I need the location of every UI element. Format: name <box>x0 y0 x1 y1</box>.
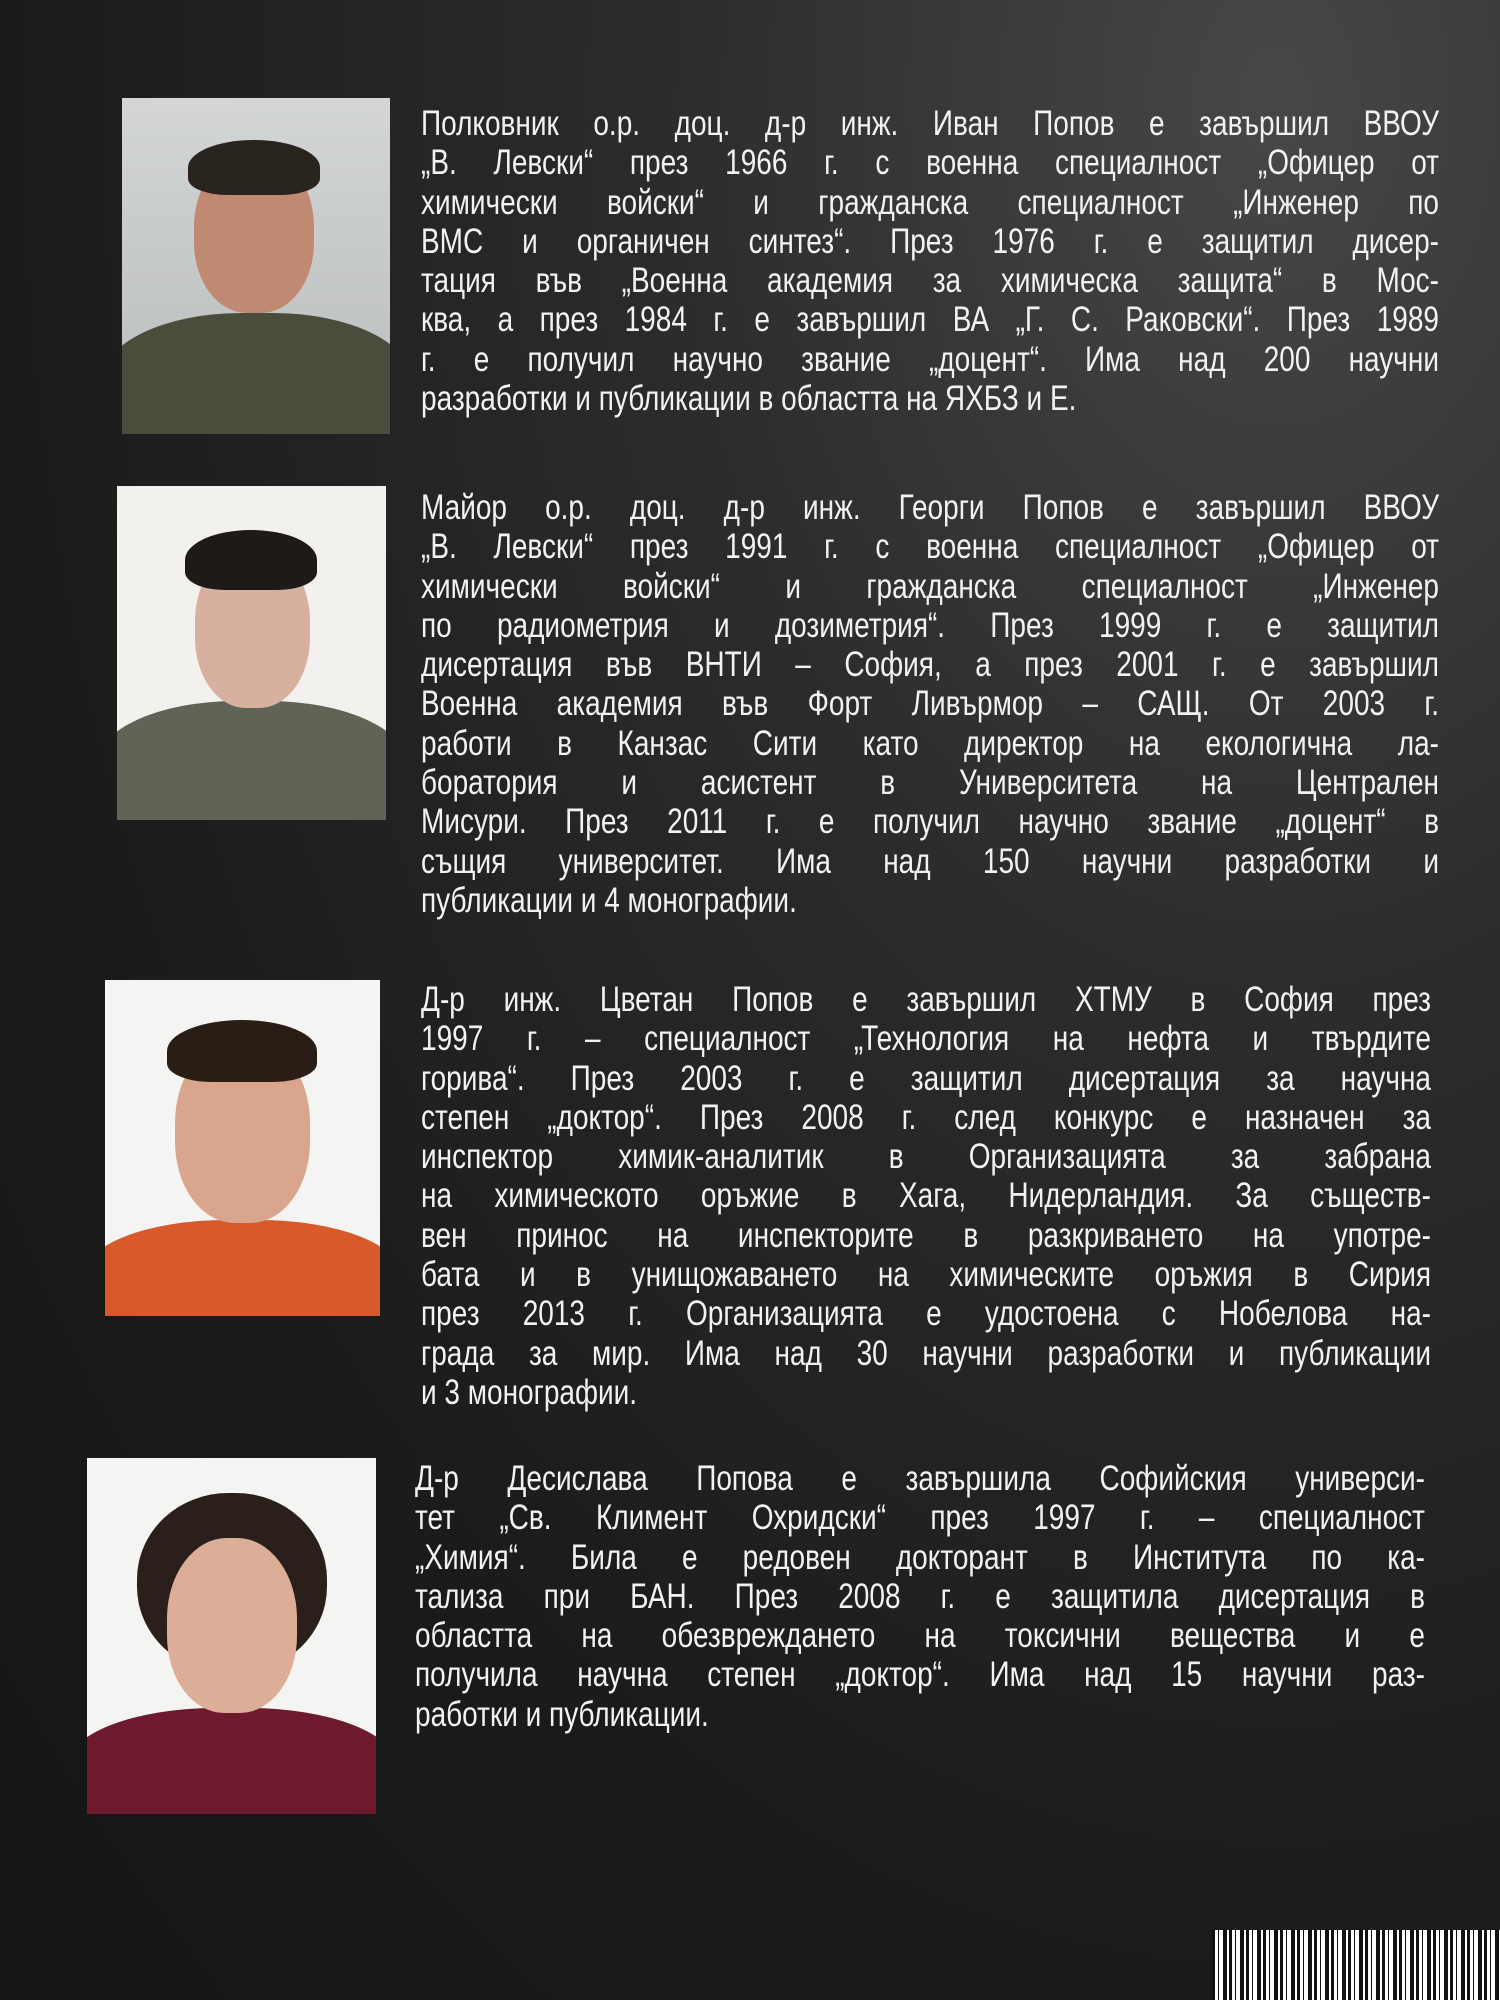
bio-line: Полковник о.р. доц. д-р инж. Иван Попов е завършил ВВОУ <box>421 104 1439 143</box>
bio-line: Военна академия във Форт Ливърмор – САЩ. От 2003 г. <box>421 684 1439 724</box>
bio-lines <box>421 104 1439 418</box>
bio-line: тализа при БАН. През 2008 г. е защитила дисертация в <box>415 1576 1425 1616</box>
portrait-photo-ivan-popov <box>122 98 390 434</box>
portrait-photo-tsvetan-popov <box>105 980 380 1316</box>
bio-line: същия университет. Има над 150 научни разработки и <box>421 841 1439 881</box>
bio-line: през 2013 г. Организацията е удостоена с Нобелова на- <box>421 1294 1431 1334</box>
bio-line: 1997 г. – специалност „Технология на нефта и твърдите <box>421 1019 1431 1059</box>
portrait-photo-desislava-popova <box>87 1458 376 1814</box>
bio-line: разработки и публикации в областта на ЯХБЗ и Е. <box>421 379 1077 419</box>
bio-line: по радиометрия и дозиметрия“. През 1999 г. е защитил <box>421 605 1439 645</box>
bio-line: дисертация във ВНТИ – София, а през 2001 г. е завършил <box>421 645 1439 685</box>
bio-ivan-popov <box>421 104 1439 418</box>
bio-line: инспектор химик-аналитик в Организацията за забрана <box>421 1137 1431 1177</box>
bio-line: химически войски“ и гражданска специалност „Инженер <box>421 566 1439 606</box>
barcode <box>1212 1930 1500 2000</box>
bio-line: Д-р Десислава Попова е завършила Софийския универси- <box>415 1459 1425 1498</box>
bio-lines <box>415 1459 1425 1734</box>
bio-lines <box>421 980 1431 1412</box>
bio-line: Мисури. През 2011 г. е получил научно звание „доцент“ в <box>421 802 1439 842</box>
bio-line: и 3 монографии. <box>421 1372 638 1412</box>
bio-line: тет „Св. Климент Охридски“ през 1997 г. – специалност <box>415 1498 1425 1538</box>
bio-line: ква, а през 1984 г. е завършил ВА „Г. С. Раковски“. През 1989 <box>421 300 1439 340</box>
bio-line: града за мир. Има над 30 научни разработки и публикации <box>421 1333 1431 1373</box>
bio-line: Д-р инж. Цветан Попов е завършил ХТМУ в София през <box>421 980 1431 1019</box>
bio-line: степен „доктор“. През 2008 г. след конкурс е назначен за <box>421 1097 1431 1137</box>
bio-line: Майор о.р. доц. д-р инж. Георги Попов е завършил ВВОУ <box>421 488 1439 527</box>
bio-line: публикации и 4 монографии. <box>421 880 797 920</box>
bio-line: горива“. През 2003 г. е защитил дисертация за научна <box>421 1058 1431 1098</box>
bio-tsvetan-popov <box>421 980 1431 1412</box>
bio-line: „В. Левски“ през 1991 г. с военна специалност „Офицер от <box>421 527 1439 567</box>
bio-line: работки и публикации. <box>415 1694 709 1734</box>
bio-desislava-popova <box>415 1459 1425 1734</box>
portrait-photo-georgi-popov <box>117 486 386 820</box>
bio-lines <box>421 488 1439 920</box>
bio-line: на химическото оръжие в Хага, Нидерландия. За съществ- <box>421 1176 1431 1216</box>
bio-line: бата и в унищожаването на химическите оръжия в Сирия <box>421 1255 1431 1295</box>
bio-georgi-popov <box>421 488 1439 920</box>
bio-line: химически войски“ и гражданска специалност „Инженер по <box>421 182 1439 222</box>
bio-line: работи в Канзас Сити като директор на екологична ла- <box>421 723 1439 763</box>
bio-line: тация във „Военна академия за химическа защита“ в Мос- <box>421 261 1439 301</box>
bio-line: ВМС и органичен синтез“. През 1976 г. е защитил дисер- <box>421 221 1439 261</box>
bio-line: получила научна степен „доктор“. Има над 15 научни раз- <box>415 1655 1425 1695</box>
bio-line: областта на обезвреждането на токсични вещества и е <box>415 1616 1425 1656</box>
bio-line: вен принос на инспекторите в разкриването на употре- <box>421 1215 1431 1255</box>
bio-line: „Химия“. Била е редовен докторант в Института по ка- <box>415 1537 1425 1577</box>
bio-line: „В. Левски“ през 1966 г. с военна специалност „Офицер от <box>421 143 1439 183</box>
bio-line: г. е получил научно звание „доцент“. Има над 200 научни <box>421 339 1439 379</box>
bio-line: боратория и асистент в Университета на Централен <box>421 763 1439 803</box>
